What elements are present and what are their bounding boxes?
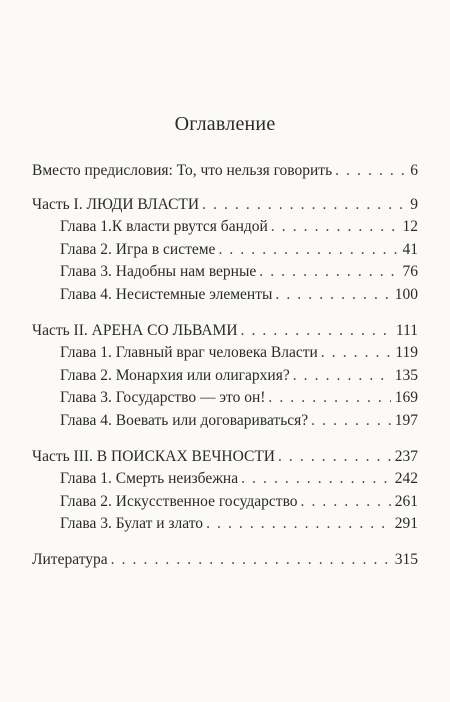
dot-leader: [321, 342, 392, 365]
entry-label: Глава 3. Булат и злато: [60, 515, 204, 533]
toc-entry-part-3: [32, 446, 418, 469]
dot-leader: [275, 284, 390, 307]
entry-page-number: 6: [410, 162, 418, 179]
entry-page-number: 291: [394, 515, 418, 533]
toc-entry-chapter: [32, 410, 418, 433]
dot-leader: [111, 549, 391, 572]
entry-label: Глава 1.К власти рвутся бандой: [60, 218, 268, 236]
entry-page-number: 197: [394, 411, 418, 429]
toc-entry-chapter: [32, 513, 418, 536]
entry-page-number: 242: [394, 470, 418, 488]
entry-label: Вместо предисловия: То, что нельзя говорить: [32, 162, 333, 179]
toc-entry-part-2: [32, 320, 418, 343]
entry-page-number: 261: [394, 492, 418, 510]
toc-entry-chapter: [32, 468, 418, 491]
entry-label: Часть III. В ПОИСКАХ ВЕЧНОСТИ: [32, 447, 275, 465]
dot-leader: [301, 491, 391, 514]
toc-entry-chapter: [32, 239, 418, 262]
toc-entry-chapter: [32, 491, 418, 514]
dot-leader: [259, 261, 398, 284]
entry-page-number: 12: [402, 218, 418, 236]
entry-page-number: 169: [394, 389, 418, 407]
entry-label: Глава 1. Смерть неизбежна: [60, 470, 239, 488]
toc-title: Оглавление: [174, 113, 276, 135]
table-of-contents: [32, 160, 418, 572]
entry-page-number: 9: [410, 195, 418, 213]
toc-entry-part-1: [32, 194, 418, 217]
toc-entry-chapter: [32, 365, 418, 388]
toc-entry-chapter: [32, 216, 418, 239]
toc-entry-chapter: [32, 284, 418, 307]
entry-page-number: 111: [395, 321, 418, 339]
toc-entry-bibliography: [32, 549, 418, 572]
dot-leader: [218, 239, 398, 262]
toc-entry-chapter: [32, 261, 418, 284]
entry-page-number: 237: [394, 447, 418, 465]
toc-entry-chapter: [32, 342, 418, 365]
entry-page-number: 100: [394, 285, 418, 303]
entry-label: Часть II. АРЕНА СО ЛЬВАМИ: [32, 321, 238, 339]
entry-label: Глава 1. Главный враг человека Власти: [60, 344, 318, 362]
entry-label: Часть I. ЛЮДИ ВЛАСТИ: [32, 195, 200, 213]
entry-page-number: 119: [395, 344, 418, 362]
dot-leader: [293, 365, 391, 388]
entry-label: Глава 2. Игра в системе: [60, 240, 216, 258]
entry-label: Глава 3. Государство — это он!: [60, 389, 266, 407]
entry-label: Глава 3. Надобны нам верные: [60, 263, 257, 281]
entry-label: Литература: [32, 550, 108, 568]
entry-page-number: 135: [394, 366, 418, 384]
dot-leader: [202, 194, 406, 217]
dot-leader: [241, 320, 392, 343]
entry-label: Глава 2. Монархия или олигархия?: [60, 366, 290, 384]
entry-label: Глава 2. Искусственное государство: [60, 492, 298, 510]
toc-entry-chapter: [32, 387, 418, 410]
entry-page-number: 41: [402, 240, 418, 258]
toc-entry-preface: [32, 160, 418, 183]
dot-leader: [271, 216, 399, 239]
entry-label: Глава 4. Воевать или договариваться?: [60, 411, 309, 429]
entry-label: Глава 4. Несистемные элементы: [60, 285, 273, 303]
dot-leader: [278, 446, 391, 469]
dot-leader: [241, 468, 391, 491]
entry-page-number: 76: [402, 263, 418, 281]
dot-leader: [268, 387, 390, 410]
dot-leader: [206, 513, 391, 536]
dot-leader: [335, 160, 406, 183]
dot-leader: [311, 410, 391, 433]
entry-page-number: 315: [394, 550, 418, 568]
